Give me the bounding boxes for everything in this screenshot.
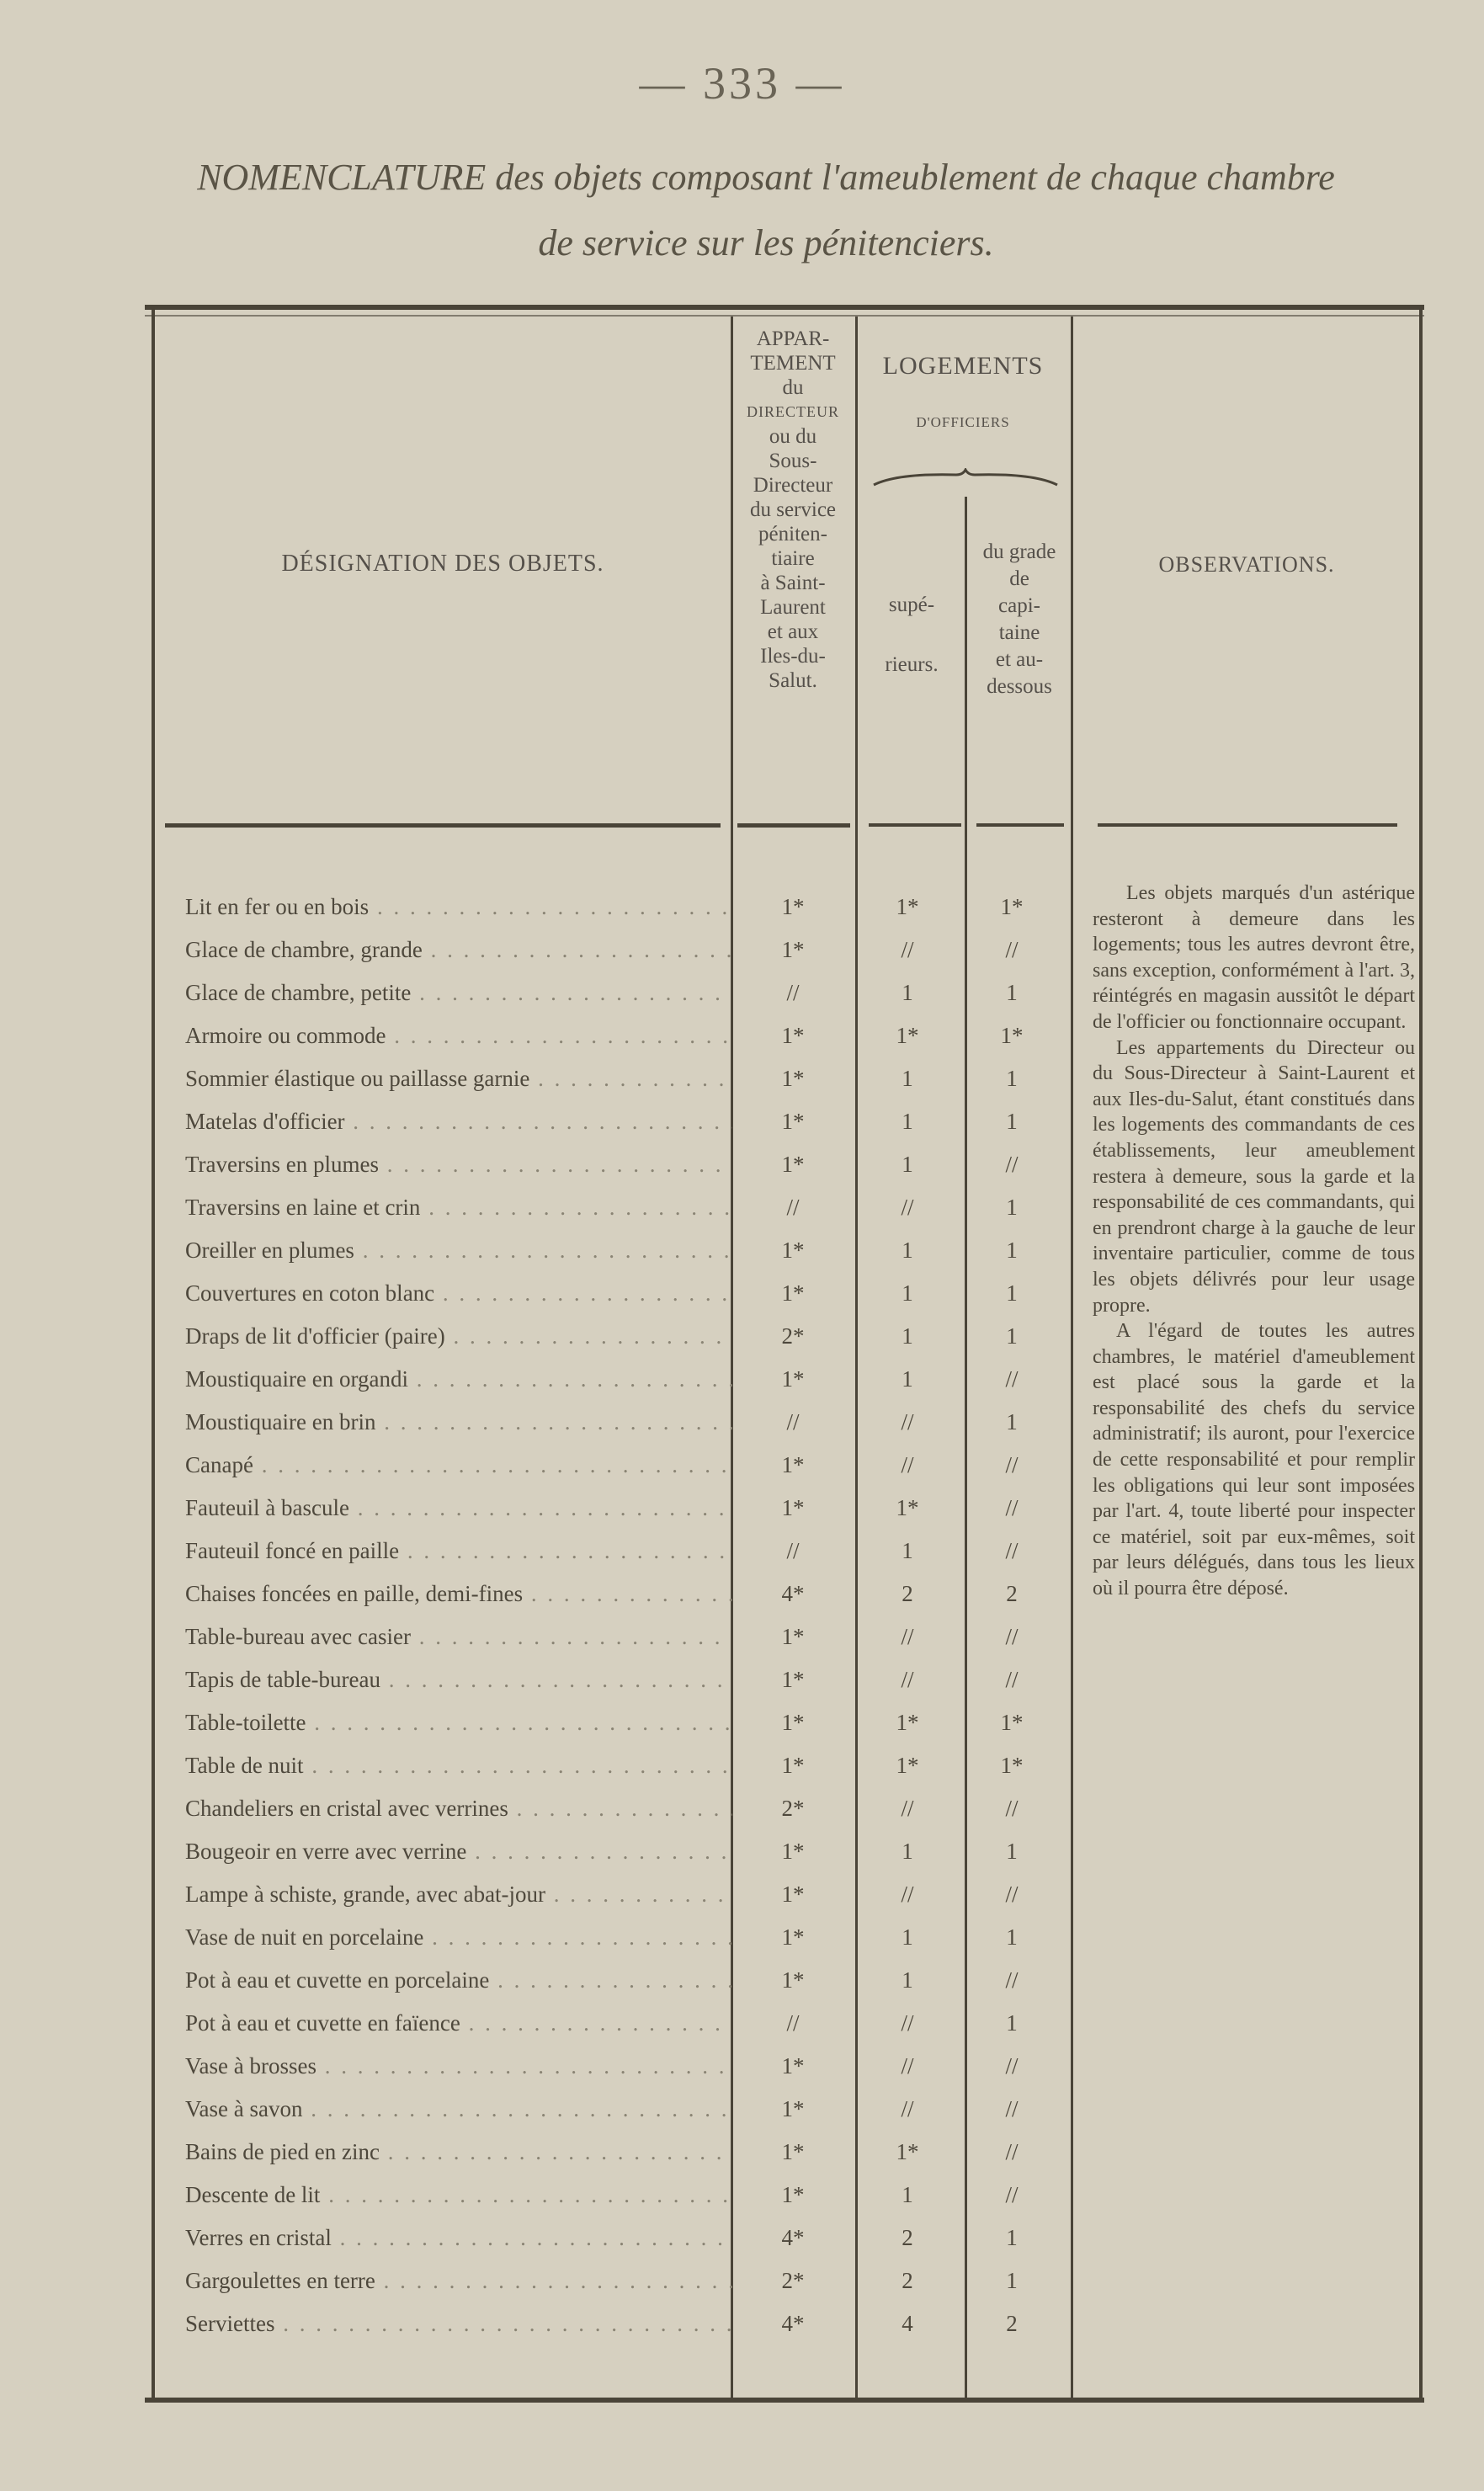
table-row: Serviettes . . . 4* 4 2: [0, 2302, 1484, 2345]
table-row: Canapé . . . 1* // //: [0, 1444, 1484, 1487]
header-designation: DÉSIGNATION DES OBJETS.: [281, 551, 604, 577]
observations-text: [1093, 881, 1415, 1602]
table-row: Verres en cristal . . . 4* 2 1: [0, 2217, 1484, 2259]
header-bottom-rule-2: [737, 823, 850, 828]
table-row: Pot à eau et cuvette en faïence . . . // // 1: [0, 2002, 1484, 2045]
table-row: Pot à eau et cuvette en porcelaine . . . 1* 1 //: [0, 1959, 1484, 2002]
header-officiers: D'OFFICIERS: [916, 414, 1010, 430]
table-row: Vase à savon . . . 1* // //: [0, 2088, 1484, 2131]
table-top-rule: [145, 305, 1424, 310]
header-capitaine: du grade de capi- taine et au- dessous: [982, 540, 1056, 698]
table-row: Vase de nuit en porcelaine . . . 1* 1 1: [0, 1916, 1484, 1959]
table-row: Draps de lit d'officier (paire) . . . 2* 1 1: [0, 1315, 1484, 1358]
table-top-rule-thin: [145, 315, 1424, 317]
table-row: Glace de chambre, grande . . . 1* // //: [0, 929, 1484, 971]
table-row: Chandeliers en cristal avec verrines . . . 2* // //: [0, 1787, 1484, 1830]
table-row: Couvertures en coton blanc . . . 1* 1 1: [0, 1272, 1484, 1315]
table-row: Moustiquaire en brin . . . // // 1: [0, 1401, 1484, 1444]
header-bottom-rule-5: [1098, 823, 1397, 827]
table-row: Lit en fer ou en bois . . . 1* 1* 1*: [0, 886, 1484, 929]
table-row: Bougeoir en verre avec verrine . . . 1* 1 1: [0, 1830, 1484, 1873]
table-row: Table de nuit . . . 1* 1* 1*: [0, 1744, 1484, 1787]
observation-paragraph: Les appartements du Directeur ou du Sous-Directeur à Saint-Laurent et aux Iles-du-Salut, étant constitués dans les logements des commandants de ces établissements, leur ameublement restera à demeure, sous la garde et la responsabilité de ces commandants, qui en prendront charge à la gauche de leur inventaire particulier, comme de tous les objets délivrés pour leur usage propre.: [1093, 1036, 1415, 1317]
table-row: Table-toilette . . . 1* 1* 1*: [0, 1701, 1484, 1744]
table-row: Sommier élastique ou paillasse garnie . . . 1* 1 1: [0, 1057, 1484, 1100]
table-row: Moustiquaire en organdi . . . 1* 1 //: [0, 1358, 1484, 1401]
table-row: Chaises foncées en paille, demi-fines . . . 4* 2 2: [0, 1573, 1484, 1615]
observation-paragraph: Les objets marqués d'un astérique resteront à demeure dans les logements; tous les autres devront être, sans exception, conformément à l'art. 3, réintégrés en magasin aussitôt le départ de l'officier ou fonctionnaire occupant.: [1093, 882, 1415, 1033]
table-row: Oreiller en plumes . . . 1* 1 1: [0, 1229, 1484, 1272]
brace-icon: [872, 468, 1059, 488]
table-row: Armoire ou commode . . . 1* 1* 1*: [0, 1014, 1484, 1057]
table-row: Descente de lit . . . 1* 1 //: [0, 2174, 1484, 2217]
table-row: Traversins en plumes . . . 1* 1 //: [0, 1143, 1484, 1186]
title-line-2: de service sur les pénitenciers.: [538, 222, 994, 263]
table-row: Bains de pied en zinc . . . 1* 1* //: [0, 2131, 1484, 2174]
header-observations: OBSERVATIONS.: [1158, 552, 1335, 577]
header-superieurs: supé- rieurs.: [885, 593, 939, 676]
table-row: Fauteuil foncé en paille . . . // 1 //: [0, 1530, 1484, 1573]
table-row: Table-bureau avec casier . . . 1* // //: [0, 1615, 1484, 1658]
table-row: Tapis de table-bureau . . . 1* // //: [0, 1658, 1484, 1701]
header-bottom-rule-1: [165, 823, 721, 828]
header-bottom-rule-3: [869, 823, 961, 827]
header-bottom-rule-4: [976, 823, 1064, 827]
table-row: Glace de chambre, petite . . . // 1 1: [0, 971, 1484, 1014]
page-number: — 333 —: [639, 58, 845, 109]
table-row: Lampe à schiste, grande, avec abat-jour . . . 1* // //: [0, 1873, 1484, 1916]
table-row: Traversins en laine et crin . . . // // 1: [0, 1186, 1484, 1229]
page-title: [126, 145, 1406, 276]
observation-paragraph: A l'égard de toutes les autres chambres, le matériel d'ameublement est placé sous la garde et la responsabilité des chefs du service administratif; ils auront, pour l'exercice de cette responsabilité et pour remplir les obligations qui leur sont imposées par l'art. 4, toute liberté pour inspecter ce matériel, soit par eux-mêmes, soit par leurs délégués, dans tous les lieux où il pourra être déposé.: [1093, 1320, 1415, 1600]
table-row: Fauteuil à bascule . . . 1* 1* //: [0, 1487, 1484, 1530]
table-row: Gargoulettes en terre . . . 2* 2 1: [0, 2259, 1484, 2302]
header-logements: LOGEMENTS: [882, 352, 1044, 380]
table-row: Vase à brosses . . . 1* // //: [0, 2045, 1484, 2088]
title-line-1: NOMENCLATURE des objets composant l'ameublement de chaque chambre: [197, 157, 1335, 198]
table-row: Matelas d'officier . . . 1* 1 1: [0, 1100, 1484, 1143]
header-directeur-column: APPAR- TEMENT du DIRECTEUR ou du Sous- Directeur du service péniten- tiaire à Saint- Laurent et aux Iles-du- Salut.: [747, 327, 839, 692]
table-bottom-rule: [145, 2398, 1424, 2403]
